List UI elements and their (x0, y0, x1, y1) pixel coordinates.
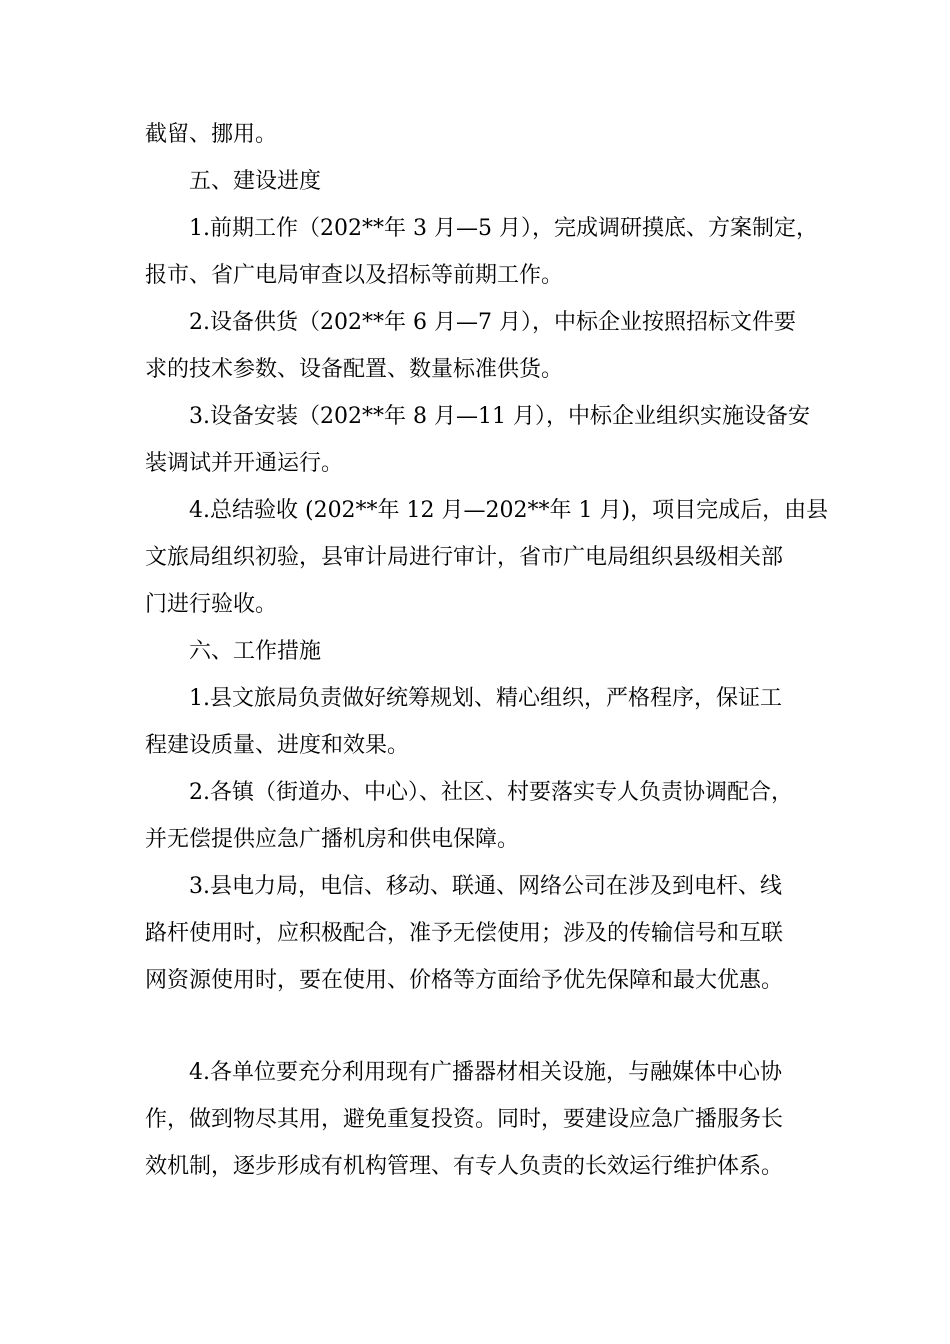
text-line: 作，做到物尽其用，避免重复投资。同时，要建设应急广播服务长 (145, 1107, 784, 1132)
text-line: 求的技术参数、设备配置、数量标准供货。 (145, 357, 564, 382)
text-line: 1.前期工作（202**年 3 月—5 月），完成调研摸底、方案制定， (189, 216, 818, 241)
text-line: 路杆使用时，应积极配合，准予无偿使用；涉及的传输信号和互联 (145, 921, 784, 946)
text-line: 截留、挪用。 (145, 122, 278, 147)
text-line: 并无偿提供应急广播机房和供电保障。 (145, 827, 520, 852)
text-line: 4.总结验收 (202**年 12 月—202**年 1 月)，项目完成后，由县 (189, 498, 829, 523)
text-line: 4.各单位要充分利用现有广播器材相关设施，与融媒体中心协 (189, 1060, 782, 1085)
text-line: 文旅局组织初验，县审计局进行审计，省市广电局组织县级相关部 (145, 545, 784, 570)
text-line: 装调试并开通运行。 (145, 451, 344, 476)
text-line: 效机制，逐步形成有机构管理、有专人负责的长效运行维护体系。 (145, 1154, 784, 1179)
text-line: 门进行验收。 (145, 592, 278, 617)
text-line: 程建设质量、进度和效果。 (145, 733, 410, 758)
text-line: 3.县电力局，电信、移动、联通、网络公司在涉及到电杆、线 (189, 874, 782, 899)
text-line: 2.设备供货（202**年 6 月—7 月），中标企业按照招标文件要 (189, 310, 796, 335)
text-line: 2.各镇（街道办、中心）、社区、村要落实专人负责协调配合， (189, 780, 793, 805)
section-heading-measures: 六、工作措施 (189, 639, 322, 664)
text-line: 报市、省广电局审查以及招标等前期工作。 (145, 263, 564, 288)
text-line: 3.设备安装（202**年 8 月—11 月），中标企业组织实施设备安 (189, 404, 810, 429)
section-heading-progress: 五、建设进度 (189, 169, 322, 194)
text-line: 1.县文旅局负责做好统筹规划、精心组织，严格程序，保证工 (189, 686, 782, 711)
text-line: 网资源使用时，要在使用、价格等方面给予优先保障和最大优惠。 (145, 968, 784, 993)
